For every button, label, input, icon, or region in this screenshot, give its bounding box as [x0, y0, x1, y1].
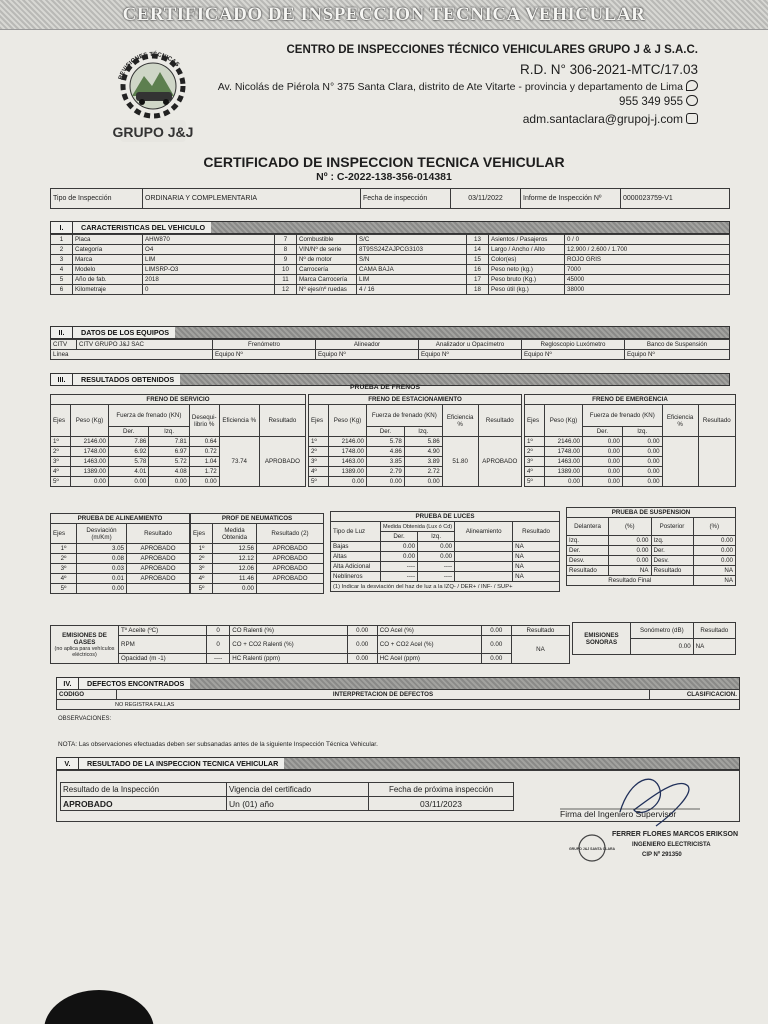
- alignment-row: 5º 0.00: [51, 584, 190, 594]
- gas-row: Opacidad (m -1) ---- HC Ralenti (ppm) 0.00 HC Acel (ppm) 0.00: [51, 654, 570, 664]
- emergency-brake-row: 3º 1463.00 0.00 0.00: [525, 457, 736, 467]
- service-brake-row: 2º 1748.00 6.92 6.97 0.72: [51, 447, 306, 457]
- alignment-row: 2º 0.08 APROBADO: [51, 554, 190, 564]
- emergency-brake-row: 4º 1389.00 0.00 0.00: [525, 467, 736, 477]
- alignment-row: 1º 3.05 APROBADO: [51, 544, 190, 554]
- tire-row: 4º 11.46 APROBADO: [191, 574, 324, 584]
- alignment-row: 4º 0.01 APROBADO: [51, 574, 190, 584]
- light-row: Bajas 0.00 0.00 NA: [331, 542, 560, 552]
- vehicle-characteristics-table: [50, 234, 730, 295]
- phone-icon: [686, 95, 698, 106]
- parking-brake-row: 1º 2146.00 5.78 5.86 51.80 APROBADO: [309, 437, 522, 447]
- light-row: Altas 0.00 0.00 NA: [331, 552, 560, 562]
- section-equipment-header: II. DATOS DE LOS EQUIPOS: [50, 326, 730, 339]
- brakes-title: PRUEBA DE FRENOS: [350, 384, 420, 391]
- gas-row: EMISIONES DE GASES (no aplica para vehículos eléctricos) Tº Aceite (ºC) 0 CO Ralenti (%) 0.00 CO Acel (%) 0.00 Resultado: [51, 626, 570, 636]
- vehicle-row: 6 Kilometraje 0 12 Nº ejes/nº ruedas 4 / 16 18 Peso útil (kg.) 38000: [51, 285, 730, 295]
- company-name: CENTRO DE INSPECCIONES TÉCNICO VEHICULARES GRUPO J & J S.A.C.: [286, 44, 698, 56]
- location-pin-icon: [686, 80, 698, 91]
- suspension-row: Resultado NA Resultado NA: [567, 566, 736, 576]
- document-title: CERTIFICADO DE INSPECCION TECNICA VEHICULAR: [203, 154, 565, 170]
- final-result-table: Resultado de la Inspección Vigencia del certificado Fecha de próxima inspección APROBADO Un (01) año 03/11/2023: [60, 782, 514, 811]
- vehicle-row: 4 Modelo LIMSRP-O3 10 Carrocería CAMA BAJA 16 Peso neto (kg.) 7000: [51, 265, 730, 275]
- parking-brake-row: 4º 1389.00 2.79 2.72: [309, 467, 522, 477]
- suspension-row: Desv. 0.00 Desv. 0.00: [567, 556, 736, 566]
- equipment-table: CITV CITV GRUPO J&J SAC Frenómetro Alineador Analizador u Opacímetro Regloscopio Luxómetro Banco de Suspensión Línea Equipo Nº Equipo Nº Equipo Nº Equipo Nº Equipo Nº: [50, 339, 730, 360]
- service-brake-row: 3º 1463.00 5.78 5.72 1.04: [51, 457, 306, 467]
- section-defects-header: IV. DEFECTOS ENCONTRADOS: [56, 677, 740, 690]
- company-logo: [112, 40, 194, 150]
- supervisor-signature-stamp: [560, 768, 740, 872]
- tire-row: 2º 12.12 APROBADO: [191, 554, 324, 564]
- resolution-number: R.D. N° 306-2021-MTC/17.03: [520, 62, 698, 77]
- scan-shadow: [44, 990, 154, 1024]
- stamp-cip: CIP Nº 291350: [642, 852, 682, 858]
- company-address: Av. Nicolás de Piérola N° 375 Santa Clara, distrito de Ate Vitarte - provincia y departamento de Lima: [218, 80, 698, 93]
- certificate-number: Nº : C-2022-138-356-014381: [316, 171, 452, 183]
- emergency-brake-row: 2º 1748.00 0.00 0.00: [525, 447, 736, 457]
- suspension-row: Der. 0.00 Der. 0.00: [567, 546, 736, 556]
- company-phone: 955 349 955: [619, 95, 698, 108]
- emergency-brake-table: FRENO DE EMERGENCIA Ejes Peso (Kg) Fuerza de frenado (KN) Eficiencia % Resultado Der. Izq. 1º 2146.00 0.00 0.00 2º 1748.00 0.00 0.00 3º 1463.00 0.00 0.00 4º 1389.00 0.00 0.00 5º 0.00 0.00 0.00: [524, 394, 736, 487]
- parking-brake-row: 5º 0.00 0.00 0.00: [309, 477, 522, 487]
- tire-row: 5º 0.00: [191, 584, 324, 594]
- emergency-brake-row: 5º 0.00 0.00 0.00: [525, 477, 736, 487]
- section-results-header: III. RESULTADOS OBTENIDOS: [50, 373, 730, 386]
- note-text: NOTA: Las observaciones efectuadas deben ser subsanadas antes de la siguiente Inspección Técnica Vehicular.: [58, 741, 378, 748]
- logo-arc-text: REVISIONES TÉCNICAS: [118, 51, 180, 81]
- seal-text: GRUPO J&J SANTA CLARA: [568, 847, 616, 851]
- vehicle-row: 3 Marca LIM 9 Nº de motor S/N 15 Color(es) ROJO GRIS: [51, 255, 730, 265]
- gas-emissions-table: [50, 625, 570, 664]
- logo-brand: GRUPO J&J: [112, 124, 194, 140]
- service-brake-row: 5º 0.00 0.00 0.00 0.00: [51, 477, 306, 487]
- suspension-row: Izq. 0.00 Izq. 0.00: [567, 536, 736, 546]
- service-brake-row: 1º 2146.00 7.86 7.81 0.64 73.74 APROBADO: [51, 437, 306, 447]
- vehicle-row: 1 Placa AHW870 7 Combustible S/C 13 Asientos / Pasajeros 0 / 0: [51, 235, 730, 245]
- company-email: adm.santaclara@grupoj-j.com: [523, 112, 698, 126]
- signature-label: Firma del Ingeniero Supervisor: [560, 809, 677, 819]
- defects-table: CODIGO INTERPRETACION DE DEFECTOS CLASIFICACION. NO REGISTRA FALLAS: [56, 689, 740, 710]
- light-row: Alta Adicional ---- ---- NA: [331, 562, 560, 572]
- tire-row: 3º 12.06 APROBADO: [191, 564, 324, 574]
- tire-row: 1º 12.56 APROBADO: [191, 544, 324, 554]
- suspension-table: PRUEBA DE SUSPENSION Delantera (%) Posterior (%) Izq. 0.00 Izq. 0.00 Der. 0.00 Der. 0.00 Desv. 0.00 Desv. 0.00 Resultado NA Resultado NA Resultado Final NA: [566, 507, 736, 586]
- observations-label: OBSERVACIONES:: [58, 716, 112, 722]
- inspection-meta-table: Tipo de Inspección ORDINARIA Y COMPLEMENTARIA Fecha de inspección 03/11/2022 Informe de Inspección Nº 0000023759-V1: [50, 188, 730, 209]
- lights-table: PRUEBA DE LUCES Tipo de Luz Medida Obtenida (Lux ó Cd) Alineamiento Resultado Der. Izq. Bajas 0.00 0.00 NA Altas 0.00 0.00 NA Alta Adicional ---- ---- NA Neblineros ---- ---- NA (1) Indicar la desviación del haz de luz a la IZQ- / DER+ / INF- / SUP+: [330, 511, 560, 592]
- emergency-brake-row: 1º 2146.00 0.00 0.00: [525, 437, 736, 447]
- gas-row: RPM 0 CO + CO2 Ralenti (%) 0.00 CO + CO2 Acel (%) 0.00 NA: [51, 636, 570, 654]
- tire-depth-table: PROF DE NEUMATICOS Ejes Medida Obtenida Resultado (2) 1º 12.56 APROBADO 2º 12.12 APROBADO 3º 12.06 APROBADO 4º 11.46 APROBADO 5º 0.00: [190, 513, 324, 594]
- service-brake-table: FRENO DE SERVICIO Ejes Peso (Kg) Fuerza de frenado (KN) Desequi-librio % Eficiencia % Resultado Der. Izq. 1º 2146.00 7.86 7.81 0.64 73.74 APROBADO 2º 1748.00 6.92 6.97 0.72 3º 1463.00 5.78 5.72 1.04 4º 1389.00 4.01 4.08 1.72 5º 0.00 0.00 0.00 0.00: [50, 394, 306, 487]
- email-icon: [686, 113, 698, 124]
- banner-title: CERTIFICADO DE INSPECCION TECNICA VEHICULAR: [122, 4, 646, 25]
- light-row: Neblineros ---- ---- NA: [331, 572, 560, 582]
- alignment-row: 3º 0.03 APROBADO: [51, 564, 190, 574]
- parking-brake-row: 3º 1463.00 3.85 3.89: [309, 457, 522, 467]
- title-banner: [0, 0, 768, 30]
- sound-emissions-table: EMISIONES SONORAS Sonómetro (dB) Resultado 0.00 NA: [572, 622, 736, 655]
- section-result-header: V. RESULTADO DE LA INSPECCION TECNICA VEHICULAR: [56, 757, 740, 770]
- service-brake-row: 4º 1389.00 4.01 4.08 1.72: [51, 467, 306, 477]
- vehicle-row: 5 Año de fab. 2018 11 Marca Carrocería LIM 17 Peso bruto (Kg.) 45000: [51, 275, 730, 285]
- alignment-table: PRUEBA DE ALINEAMIENTO Ejes Desviación (m/Km) Resultado 1º 3.05 APROBADO 2º 0.08 APROBADO 3º 0.03 APROBADO 4º 0.01 APROBADO 5º 0.00: [50, 513, 190, 594]
- stamp-name: FERRER FLORES MARCOS ERIKSON: [612, 831, 739, 838]
- stamp-role: INGENIERO ELECTRICISTA: [632, 842, 711, 848]
- section-vehicle-header: I. CARACTERISTICAS DEL VEHICULO: [50, 221, 730, 234]
- parking-brake-row: 2º 1748.00 4.86 4.90: [309, 447, 522, 457]
- parking-brake-table: FRENO DE ESTACIONAMIENTO Ejes Peso (Kg) Fuerza de frenado (KN) Eficiencia % Resultado Der. Izq. 1º 2146.00 5.78 5.86 51.80 APROBADO 2º 1748.00 4.86 4.90 3º 1463.00 3.85 3.89 4º 1389.00 2.79 2.72 5º 0.00 0.00 0.00: [308, 394, 522, 487]
- vehicle-row: 2 Categoría O4 8 VIN/Nº de serie 8T9SS24ZAJPCG3103 14 Largo / Ancho / Alto 12.900 / 2.600 / 1.700: [51, 245, 730, 255]
